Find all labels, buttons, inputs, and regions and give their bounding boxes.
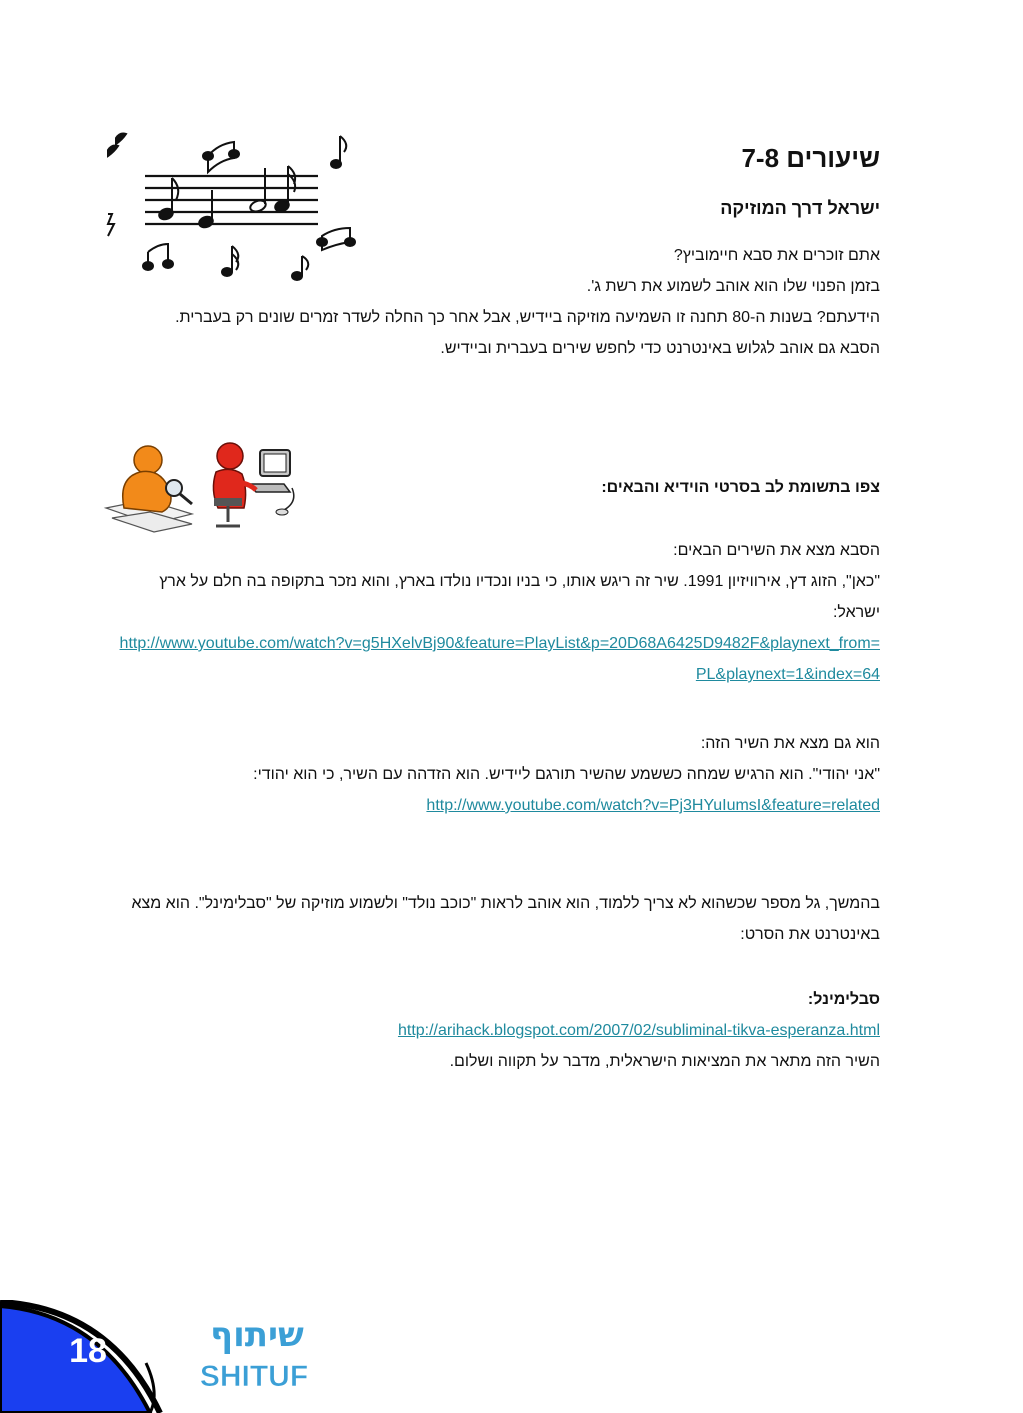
song1-text: "כאן", הזוג דץ, אירוויזיון 1991. שיר זה ריגש אותו, כי בניו ונכדיו נולדו בארץ, והוא נזכר בתקופה בה חלם על ארץ ישראל:: [159, 573, 880, 621]
intro-line: הידעתם? בשנות ה-80 תחנה זו השמיעה מוזיקה ביידיש, אבל אחר כך החלה לשדר זמרים שונים רק בעברית.: [175, 309, 880, 326]
watch-heading: צפו בתשומת לב בסרטי הוידיא והבאים:: [601, 479, 880, 496]
intro-line: הסבא גם אוהב לגלוש באינטרנט כדי לחפש שירים בעברית וביידיש.: [440, 340, 880, 357]
figures-illustration: [102, 438, 302, 538]
continuation-text: בהמשך, גל מספר שכשהוא לא צריך ללמוד, הוא אוהב לראות "כוכב נולד" ולשמוע מוזיקה של "סבלימינל". הוא מצא באינטרנט את הסרט:: [131, 895, 880, 943]
song3-link[interactable]: http://arihack.blogspot.com/2007/02/subliminal-tikva-esperanza.html: [397, 1022, 880, 1039]
page-subtitle: ישראל דרך המוזיקה: [720, 198, 880, 218]
song1-intro: הסבא מצא את השירים הבאים:: [673, 542, 880, 559]
red-figure-computer: [213, 443, 293, 526]
intro-line: אתם זוכרים את סבא חיימוביץ?: [673, 247, 880, 264]
shituf-logo: [192, 1310, 322, 1395]
logo-hebrew: שיתוף: [210, 1315, 304, 1355]
song3-heading: סבלימינל:: [807, 991, 880, 1008]
continuation-section: [110, 888, 880, 950]
logo-latin: SHITUF: [199, 1360, 309, 1393]
song1-section: [110, 535, 880, 690]
song3-text: השיר הזה מתאר את המציאות הישראלית, מדבר על תקווה ושלום.: [449, 1053, 880, 1070]
song2-text: "אני יהודי". הוא הרגיש שמחה כששמע שהשיר תורגם ליידיש. הוא הזדהה עם השיר, כי הוא יהודי:: [253, 766, 880, 783]
song1-link[interactable]: http://www.youtube.com/watch?v=g5HXelvBj90&feature=PlayList&p=20D68A6425D9482F&playnext_from=PL&playnext=1&index=64: [119, 635, 880, 683]
page-title: שיעורים 7-8: [741, 143, 880, 173]
music-notes-illustration: [100, 126, 360, 286]
orange-figure-reading: [106, 446, 192, 532]
page-number: 18: [69, 1332, 107, 1370]
song3-section: [110, 984, 880, 1077]
intro-line: בזמן הפנוי שלו הוא אוהב לשמוע את רשת ג'.: [586, 278, 880, 295]
song2-section: [110, 728, 880, 821]
song2-link[interactable]: http://www.youtube.com/watch?v=Pj3HYuIumsI&feature=related: [426, 797, 880, 814]
song2-intro: הוא גם מצא את השיר הזה:: [700, 735, 880, 752]
page-corner: [0, 1300, 190, 1413]
